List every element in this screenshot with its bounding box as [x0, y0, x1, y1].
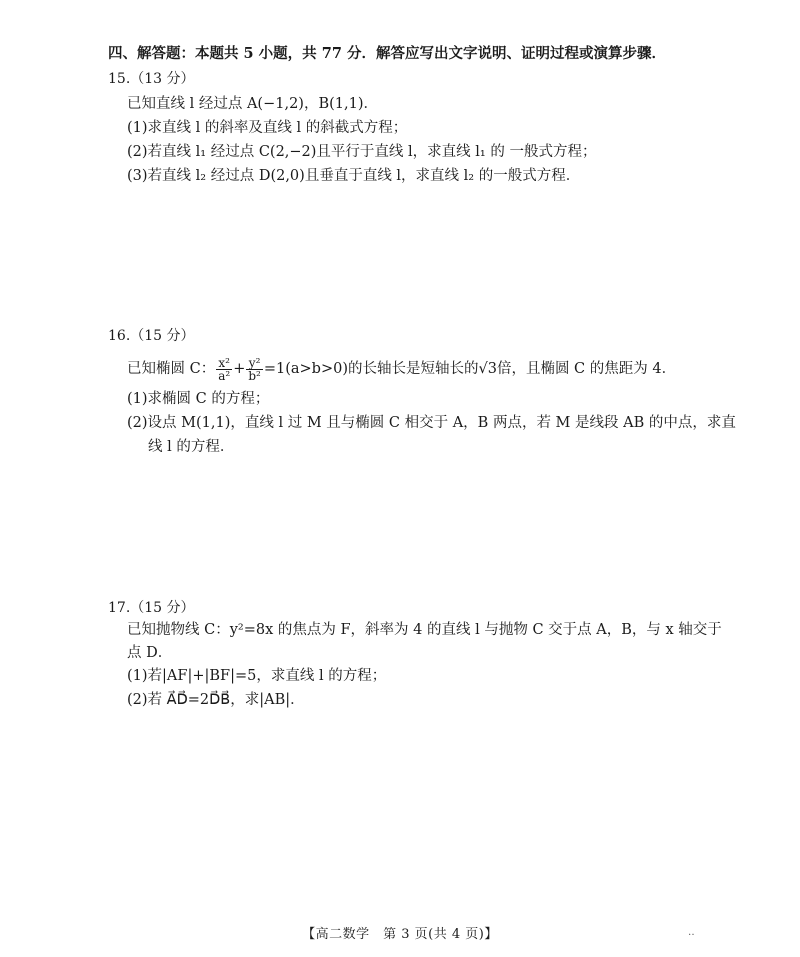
q16-stem-suffix: =1(a>b>0)的长轴长是短轴长的√3倍，且椭圆 C 的焦距为 4．: [263, 361, 677, 377]
q15-part-2: (2)若直线 l₁ 经过点 C(2,−2)且平行于直线 l，求直线 l₁ 的 一般式方程；: [127, 144, 597, 160]
corner-mark: ‥: [688, 927, 695, 938]
frac-y-numerator: y²: [246, 357, 263, 370]
q16-part-2: (2)设点 M(1,1)，直线 l 过 M 且与椭圆 C 相交于 A，B 两点，若 M 是线段 AB 的中点，求直: [127, 415, 736, 431]
section-header: 四、解答题：本题共 5 小题，共 77 分．解答应写出文字说明、证明过程或演算步骤．: [108, 45, 666, 62]
ellipse-fraction-y: [246, 357, 263, 382]
q15-number: 15.（13 分）: [108, 71, 195, 87]
ellipse-fraction-x: [216, 357, 232, 382]
q17-part-1: (1)若|AF|+|BF|=5，求直线 l 的方程；: [127, 668, 387, 684]
q15-part-1: (1)求直线 l 的斜率及直线 l 的斜截式方程；: [127, 120, 408, 136]
q16-stem-prefix: 已知椭圆 C：: [127, 361, 216, 377]
page-footer: 【高二数学 第 3 页(共 4 页)】: [302, 927, 498, 942]
q17-part-2: (2)若 A⃗D⃗=2D⃗B⃗，求|AB|．: [127, 692, 305, 708]
q16-stem: [127, 356, 676, 382]
frac-x-numerator: x²: [216, 357, 232, 370]
q17-stem-line-1: 已知抛物线 C：y²=8x 的焦点为 F，斜率为 4 的直线 l 与抛物 C 交于点 A，B，与 x 轴交于: [127, 622, 722, 638]
q16-part-1: (1)求椭圆 C 的方程；: [127, 391, 270, 407]
q17-stem-line-2: 点 D．: [127, 645, 173, 661]
frac-x-denominator: a²: [218, 368, 231, 383]
frac-y-denominator: b²: [248, 368, 261, 383]
plus-sign: +: [233, 361, 246, 377]
q17-number: 17.（15 分）: [108, 600, 195, 616]
q15-stem: 已知直线 l 经过点 A(−1,2)，B(1,1)．: [127, 96, 378, 112]
q15-part-3: (3)若直线 l₂ 经过点 D(2,0)且垂直于直线 l，求直线 l₂ 的一般式方程．: [127, 168, 581, 184]
q16-number: 16.（15 分）: [108, 328, 195, 344]
q16-part-2-continued: 线 l 的方程．: [148, 439, 235, 455]
